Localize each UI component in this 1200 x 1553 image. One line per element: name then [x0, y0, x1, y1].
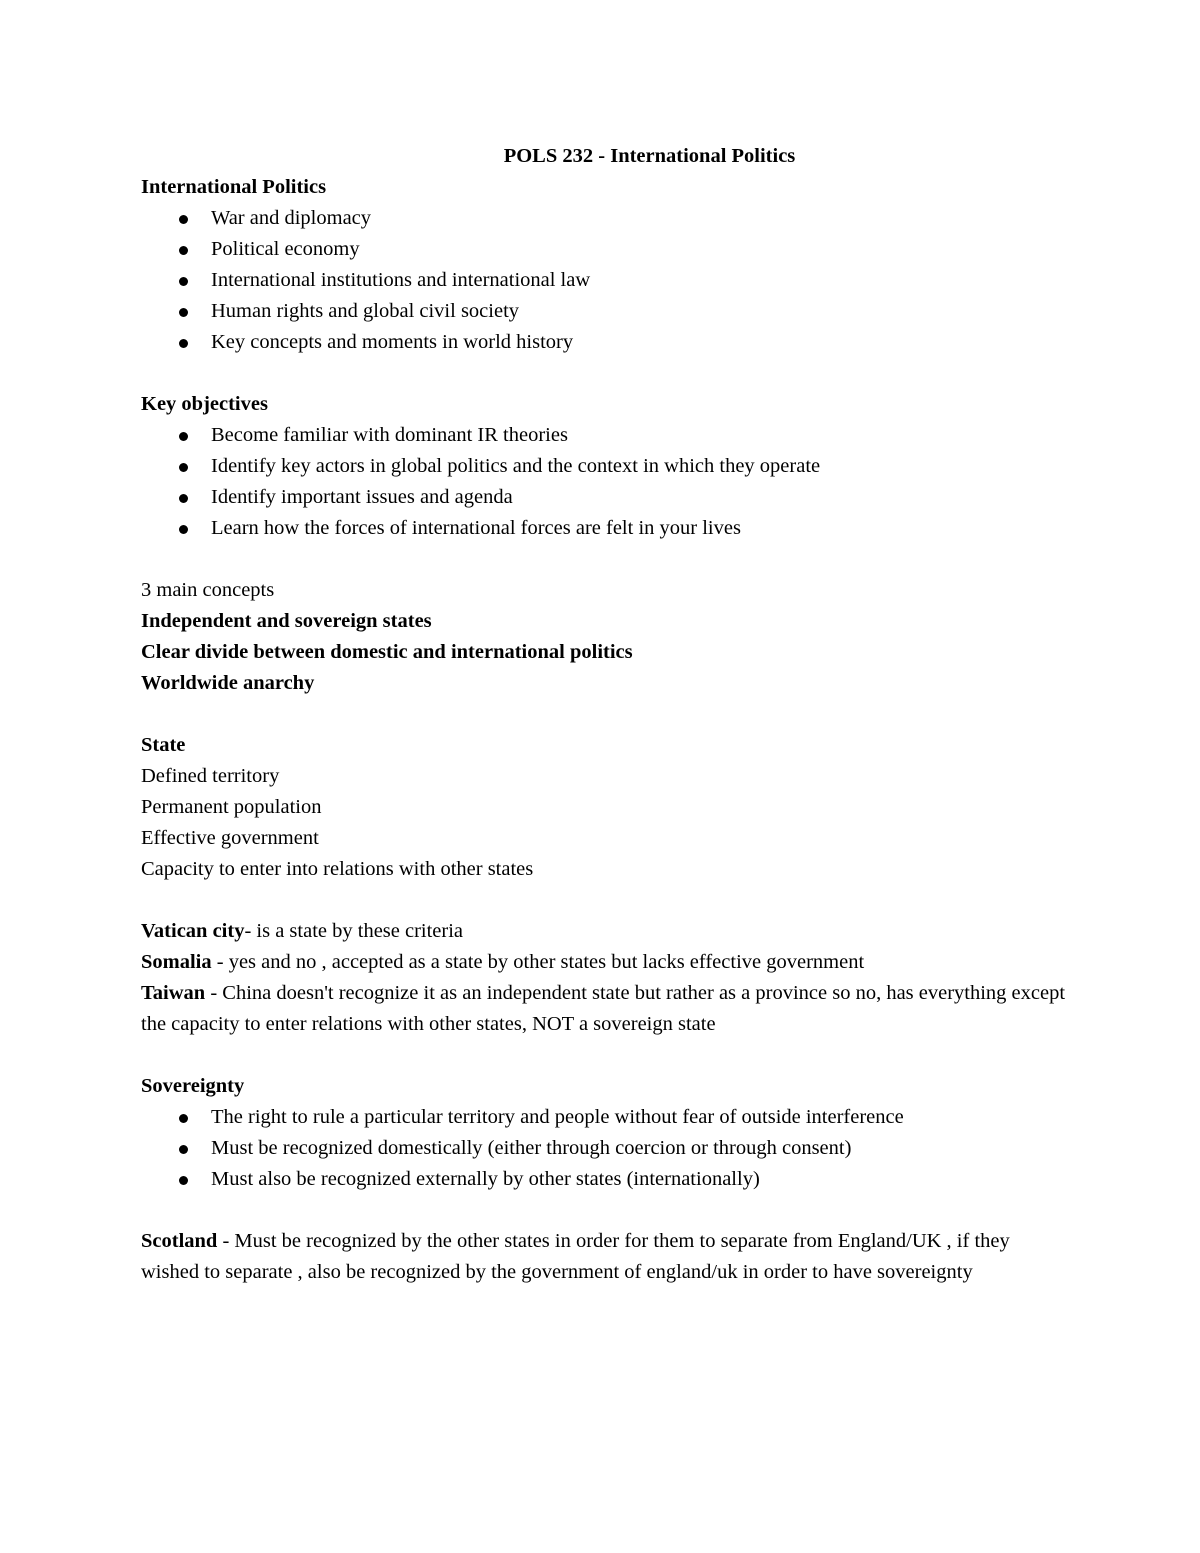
- example-taiwan: [141, 978, 1071, 1040]
- list-item: Become familiar with dominant IR theories: [141, 420, 1071, 451]
- example-term: Taiwan: [141, 982, 206, 1004]
- spacer: [141, 699, 1071, 730]
- list-item: War and diplomacy: [141, 203, 1071, 234]
- bullet-icon: [179, 1176, 188, 1185]
- spacer: [141, 1040, 1071, 1071]
- document-title: POLS 232 - International Politics: [503, 145, 796, 167]
- example-scotland: [141, 1226, 1071, 1288]
- section-heading-state: State: [141, 734, 186, 756]
- sovereignty-list: [141, 1102, 1071, 1195]
- example-somalia: [141, 947, 1071, 978]
- list-item: Must be recognized domestically (either through coercion or through consent): [141, 1133, 1071, 1164]
- list-item: Key concepts and moments in world history: [141, 327, 1071, 358]
- bullet-icon: [179, 277, 188, 286]
- main-concepts-intro: 3 main concepts: [141, 579, 275, 601]
- spacer: [141, 544, 1071, 575]
- list-item: Identify important issues and agenda: [141, 482, 1071, 513]
- example-term: Somalia: [141, 951, 212, 973]
- example-vatican: [141, 916, 1071, 947]
- key-objectives-list: [141, 420, 1071, 544]
- section-heading-key-objectives: Key objectives: [141, 393, 268, 415]
- bullet-icon: [179, 1114, 188, 1123]
- bullet-icon: [179, 432, 188, 441]
- list-item: Human rights and global civil society: [141, 296, 1071, 327]
- spacer: [141, 358, 1071, 389]
- bullet-icon: [179, 1145, 188, 1154]
- spacer: [141, 885, 1071, 916]
- list-item: Learn how the forces of international forces are felt in your lives: [141, 513, 1071, 544]
- list-item: Identify key actors in global politics and the context in which they operate: [141, 451, 1071, 482]
- main-concept-item: Clear divide between domestic and international politics: [141, 641, 633, 663]
- spacer: [141, 1195, 1071, 1226]
- bullet-icon: [179, 308, 188, 317]
- document-body: [141, 141, 1071, 1288]
- bullet-icon: [179, 339, 188, 348]
- bullet-icon: [179, 246, 188, 255]
- example-text: - Must be recognized by the other states in order for them to separate from England/UK , if they wished to separate , also be recognized by the government of england/uk in order to have sovereignty: [141, 1230, 1010, 1283]
- list-item: Political economy: [141, 234, 1071, 265]
- main-concept-item: Worldwide anarchy: [141, 672, 315, 694]
- main-concept-item: Independent and sovereign states: [141, 610, 432, 632]
- bullet-icon: [179, 215, 188, 224]
- state-criterion: Capacity to enter into relations with other states: [141, 858, 534, 880]
- example-term: Vatican city: [141, 920, 245, 942]
- example-text: - China doesn't recognize it as an independent state but rather as a province so no, has everything except the capacity to enter relations with other states, NOT a sovereign state: [141, 982, 1066, 1035]
- example-text: - yes and no , accepted as a state by other states but lacks effective government: [211, 951, 865, 973]
- example-text: - is a state by these criteria: [244, 920, 464, 942]
- bullet-icon: [179, 463, 188, 472]
- section-heading-sovereignty: Sovereignty: [141, 1075, 245, 1097]
- list-item: Must also be recognized externally by other states (internationally): [141, 1164, 1071, 1195]
- example-term: Scotland: [141, 1230, 218, 1252]
- state-criterion: Effective government: [141, 827, 319, 849]
- bullet-icon: [179, 494, 188, 503]
- bullet-icon: [179, 525, 188, 534]
- state-criterion: Permanent population: [141, 796, 322, 818]
- list-item: The right to rule a particular territory and people without fear of outside interference: [141, 1102, 1071, 1133]
- section-heading-international-politics: International Politics: [141, 176, 327, 198]
- list-item: International institutions and international law: [141, 265, 1071, 296]
- international-politics-list: [141, 203, 1071, 358]
- state-criterion: Defined territory: [141, 765, 280, 787]
